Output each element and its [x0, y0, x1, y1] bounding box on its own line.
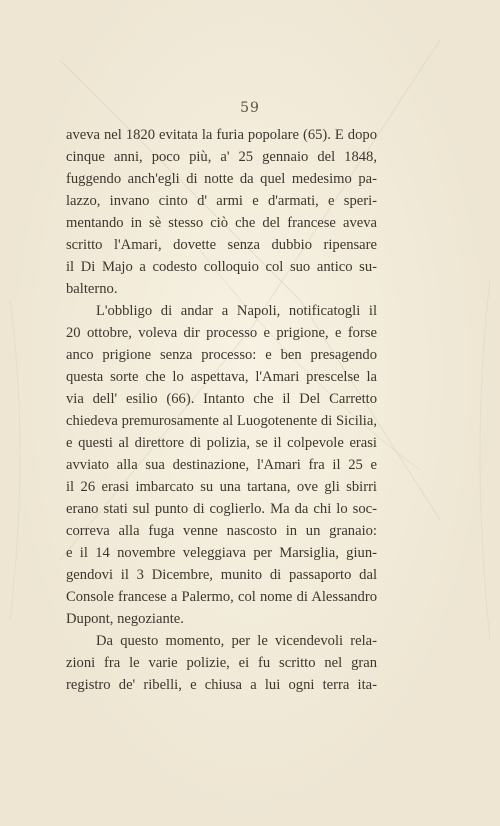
text-line: fuggendo anch'egli di notte da quel medesimo pa-: [66, 171, 377, 187]
body-text: [66, 124, 377, 696]
text-line: anco prigione senza processo: e ben presagendo: [66, 347, 377, 363]
text-line: aveva nel 1820 evitata la furia popolare (65). E dopo: [66, 127, 377, 143]
text-line: erano stati sul punto di coglierlo. Ma da chi lo soc-: [66, 501, 377, 517]
text-line: scritto l'Amari, dovette senza dubbio ripensare: [66, 237, 377, 253]
text-line: avviato alla sua destinazione, l'Amari fra il 25 e: [66, 457, 377, 473]
text-line: il Di Majo a codesto colloquio col suo antico su-: [66, 259, 377, 275]
text-line: e questi al direttore di polizia, se il colpevole erasi: [66, 435, 377, 451]
text-line: lazzo, invano cinto d' armi e d'armati, e speri-: [66, 193, 377, 209]
text-line: Console francese a Palermo, col nome di Alessandro: [66, 589, 377, 605]
text-line: Dupont, negoziante.: [66, 611, 184, 627]
text-line: il 26 erasi imbarcato su una tartana, ove gli sbirri: [66, 479, 377, 495]
text-line: registro de' ribelli, e chiusa a lui ogni terra ita-: [66, 677, 377, 693]
text-line: e il 14 novembre veleggiava per Marsiglia, giun-: [66, 545, 377, 561]
text-line: Da questo momento, per le vicendevoli rela-: [96, 633, 377, 649]
text-line: cinque anni, poco più, a' 25 gennaio del 1848,: [66, 149, 377, 165]
text-line: zioni fra le varie polizie, ei fu scritto nel gran: [66, 655, 377, 671]
page-number: 59: [240, 100, 260, 116]
text-line: questa sorte che lo aspettava, l'Amari prescelse la: [66, 369, 377, 385]
text-line: L'obbligo di andar a Napoli, notificatogli il: [96, 303, 377, 319]
text-line: mentando in sè stesso ciò che del francese aveva: [66, 215, 377, 231]
text-line: correva alla fuga venne nascosto in un granaio:: [66, 523, 377, 539]
text-line: balterno.: [66, 281, 118, 297]
text-line: 20 ottobre, voleva dir processo e prigione, e forse: [66, 325, 377, 341]
text-line: chiedeva premurosamente al Luogotenente di Sicilia,: [66, 413, 377, 429]
text-line: gendovi il 3 Dicembre, munito di passaporto dal: [66, 567, 377, 583]
text-line: via dell' esilio (66). Intanto che il Del Carretto: [66, 391, 377, 407]
